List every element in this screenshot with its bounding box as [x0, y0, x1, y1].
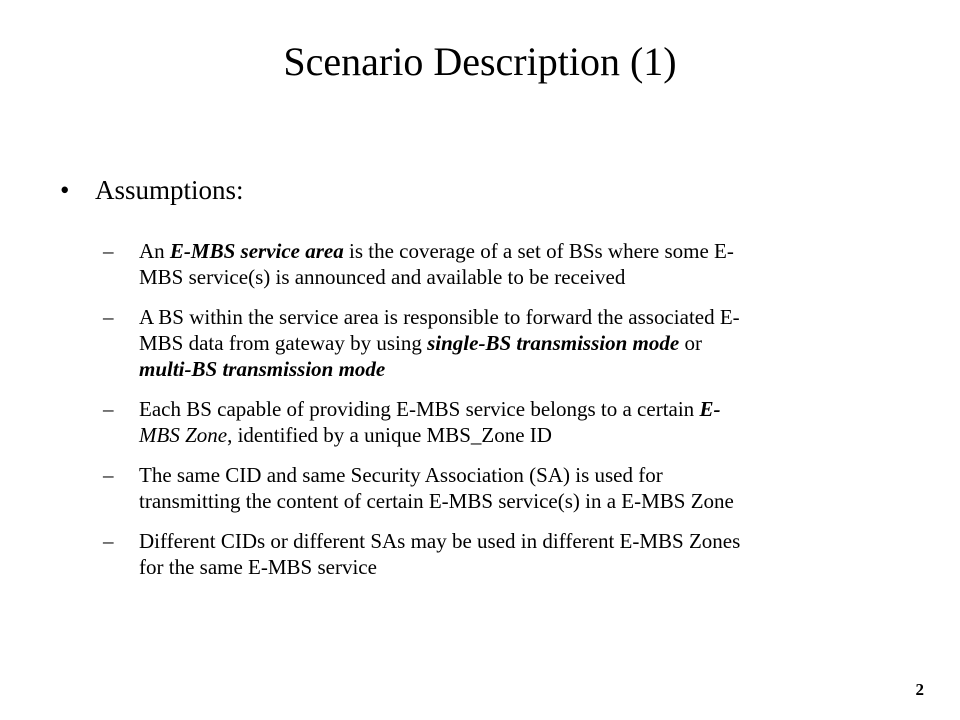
- line: [139, 462, 923, 488]
- sub-bullet-service-area: [103, 238, 923, 290]
- slide-title: Scenario Description (1): [283, 39, 677, 84]
- text: A BS within the service area is responsible to forward the associated E-: [139, 305, 740, 329]
- emphasis-text: single-BS transmission mode: [427, 331, 680, 355]
- text: , identified by a unique MBS_Zone ID: [227, 423, 552, 447]
- sub-bullet-bs-forwarding: [103, 304, 923, 382]
- bullet-text: Assumptions:: [95, 175, 244, 205]
- emphasis-text: E-MBS service area: [169, 239, 344, 263]
- sub-bullet-different-cids: [103, 528, 923, 580]
- text: MBS service(s) is announced and available to be received: [139, 265, 626, 289]
- emphasis-text: E-: [699, 397, 721, 421]
- dash-icon: –: [103, 529, 114, 553]
- line: [139, 422, 923, 448]
- text: Each BS capable of providing E-MBS service belongs to a certain: [139, 397, 700, 421]
- text: transmitting the content of certain E-MBS service(s) in a E-MBS Zone: [139, 489, 734, 513]
- text: is the coverage of a set of BSs where some E-: [343, 239, 734, 263]
- line: [139, 554, 923, 580]
- page-number: 2: [915, 680, 924, 699]
- line: [139, 330, 923, 356]
- line: [139, 264, 923, 290]
- text: MBS data from gateway by using: [139, 331, 428, 355]
- dash-icon: –: [103, 397, 114, 421]
- text: or: [679, 331, 702, 355]
- text: for the same E-MBS service: [139, 555, 377, 579]
- line: [139, 528, 923, 554]
- dash-icon: –: [103, 463, 114, 487]
- bullet-dot-icon: •: [60, 175, 70, 205]
- line: [139, 396, 923, 422]
- line: [139, 356, 923, 382]
- sub-bullet-same-cid: [103, 462, 923, 514]
- emphasis-text: multi-BS transmission mode: [139, 357, 386, 381]
- text: Different CIDs or different SAs may be used in different E-MBS Zones: [139, 529, 741, 553]
- dash-icon: –: [103, 305, 114, 329]
- line: [139, 488, 923, 514]
- sub-bullet-list: [103, 238, 923, 594]
- sub-bullet-mbs-zone: [103, 396, 923, 448]
- emphasis-text: MBS Zone: [139, 423, 228, 447]
- dash-icon: –: [103, 239, 114, 263]
- line: [139, 304, 923, 330]
- text: The same CID and same Security Association (SA) is used for: [139, 463, 663, 487]
- line: [139, 238, 923, 264]
- text: An: [139, 239, 170, 263]
